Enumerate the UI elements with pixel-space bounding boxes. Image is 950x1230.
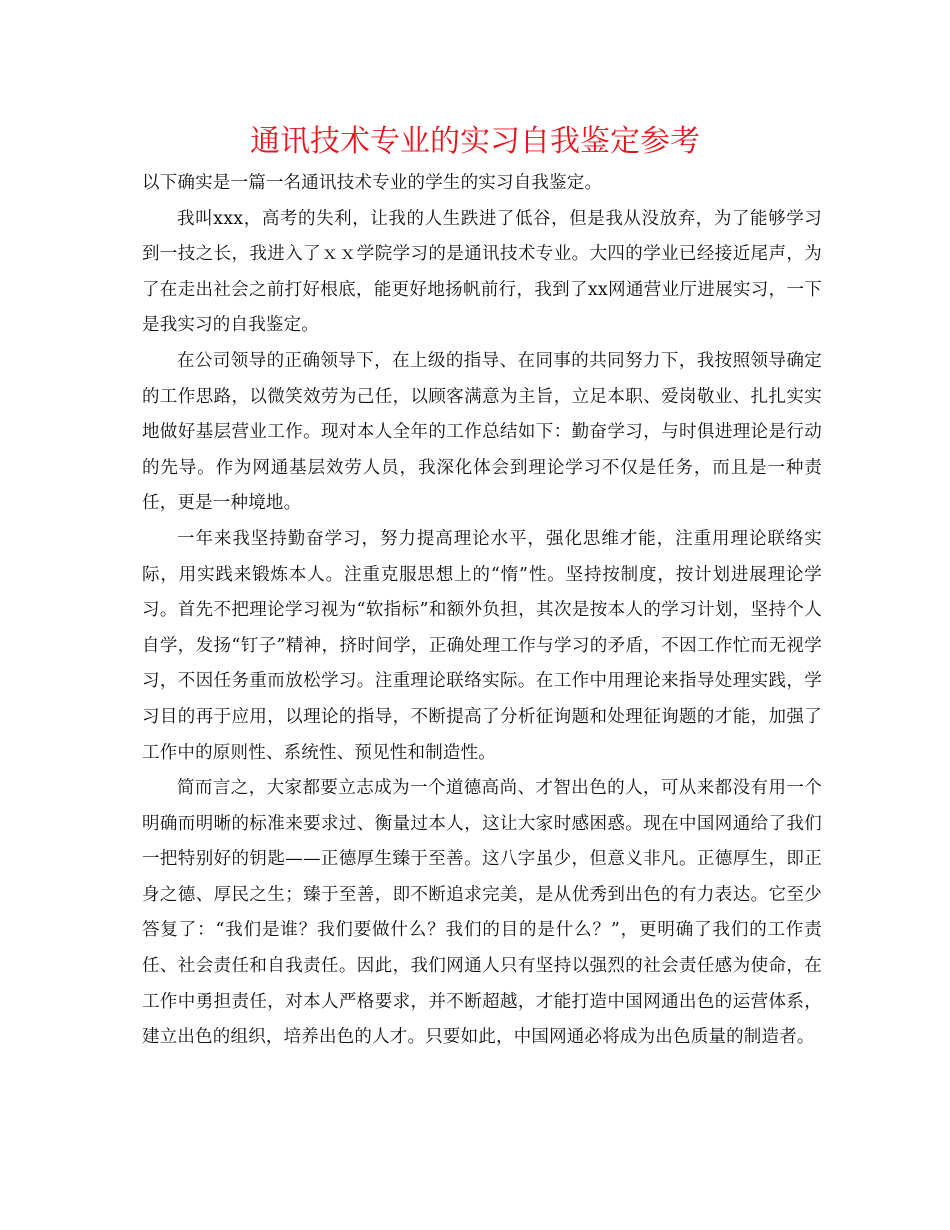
body-paragraph-3: 一年来我坚持勤奋学习，努力提高理论水平，强化思维才能，注重用理论联络实际，用实践来锻炼本人。注重克服思想上的“惰”性。坚持按制度，按计划进展理论学习。首先不把理论学习视为“软指标”和额外负担，其次是按本人的学习计划，坚持个人自学，发扬“钉子”精神，挤时间学，正确处理工作与学习的矛盾，不因工作忙而无视学习，不因任务重而放松学习。注重理论联络实际。在工作中用理论来指导处理实践，学习目的再于应用，以理论的指导，不断提高了分析征询题和处理征询题的才能，加强了工作中的原则性、系统性、预见性和制造性。 <box>142 528 822 763</box>
body-paragraph-4: 简而言之，大家都要立志成为一个道德高尚、才智出色的人，可从来都没有用一个明确而明晰的标准来要求过、衡量过本人，这让大家时感困惑。现在中国网通给了我们一把特别好的钥匙——正德厚生臻于至善。这八字虽少，但意义非凡。正德厚生，即正身之德、厚民之生；臻于至善，即不断追求完美，是从优秀到出色的有力表达。它至少答复了：“我们是谁？我们要做什么？我们的目的是什么？”，更明确了我们的工作责任、社会责任和自我责任。因此，我们网通人只有坚持以强烈的社会责任感为使命，在工作中勇担责任，对本人严格要求，并不断超越，才能打造中国网通出色的运营体系，建立出色的组织，培养出色的人才。只要如此，中国网通必将成为出色质量的制造者。 <box>142 778 822 1048</box>
body-paragraph-2: 在公司领导的正确领导下，在上级的指导、在同事的共同努力下，我按照领导确定的工作思路，以微笑效劳为己任，以顾客满意为主旨，立足本职、爱岗敬业、扎扎实实地做好基层营业工作。现对本人全年的工作总结如下：勤奋学习，与时俱进理论是行动的先导。作为网通基层效劳人员，我深化体会到理论学习不仅是任务，而且是一种责任，更是一种境地。 <box>142 350 822 514</box>
intro-paragraph: 以下确实是一篇一名通讯技术专业的学生的实习自我鉴定。 <box>142 173 603 193</box>
document-title: 通讯技术专业的实习自我鉴定参考 <box>250 124 700 159</box>
body-paragraph-1: 我叫xxx，高考的失利，让我的人生跌进了低谷，但是我从没放弃，为了能够学习到一技之长，我进入了ｘｘ学院学习的是通讯技术专业。大四的学业已经接近尾声，为了在走出社会之前打好根底，能更好地扬帆前行，我到了xx网通营业厅进展实习，一下是我实习的自我鉴定。 <box>142 208 822 336</box>
document-body <box>142 166 822 1056</box>
